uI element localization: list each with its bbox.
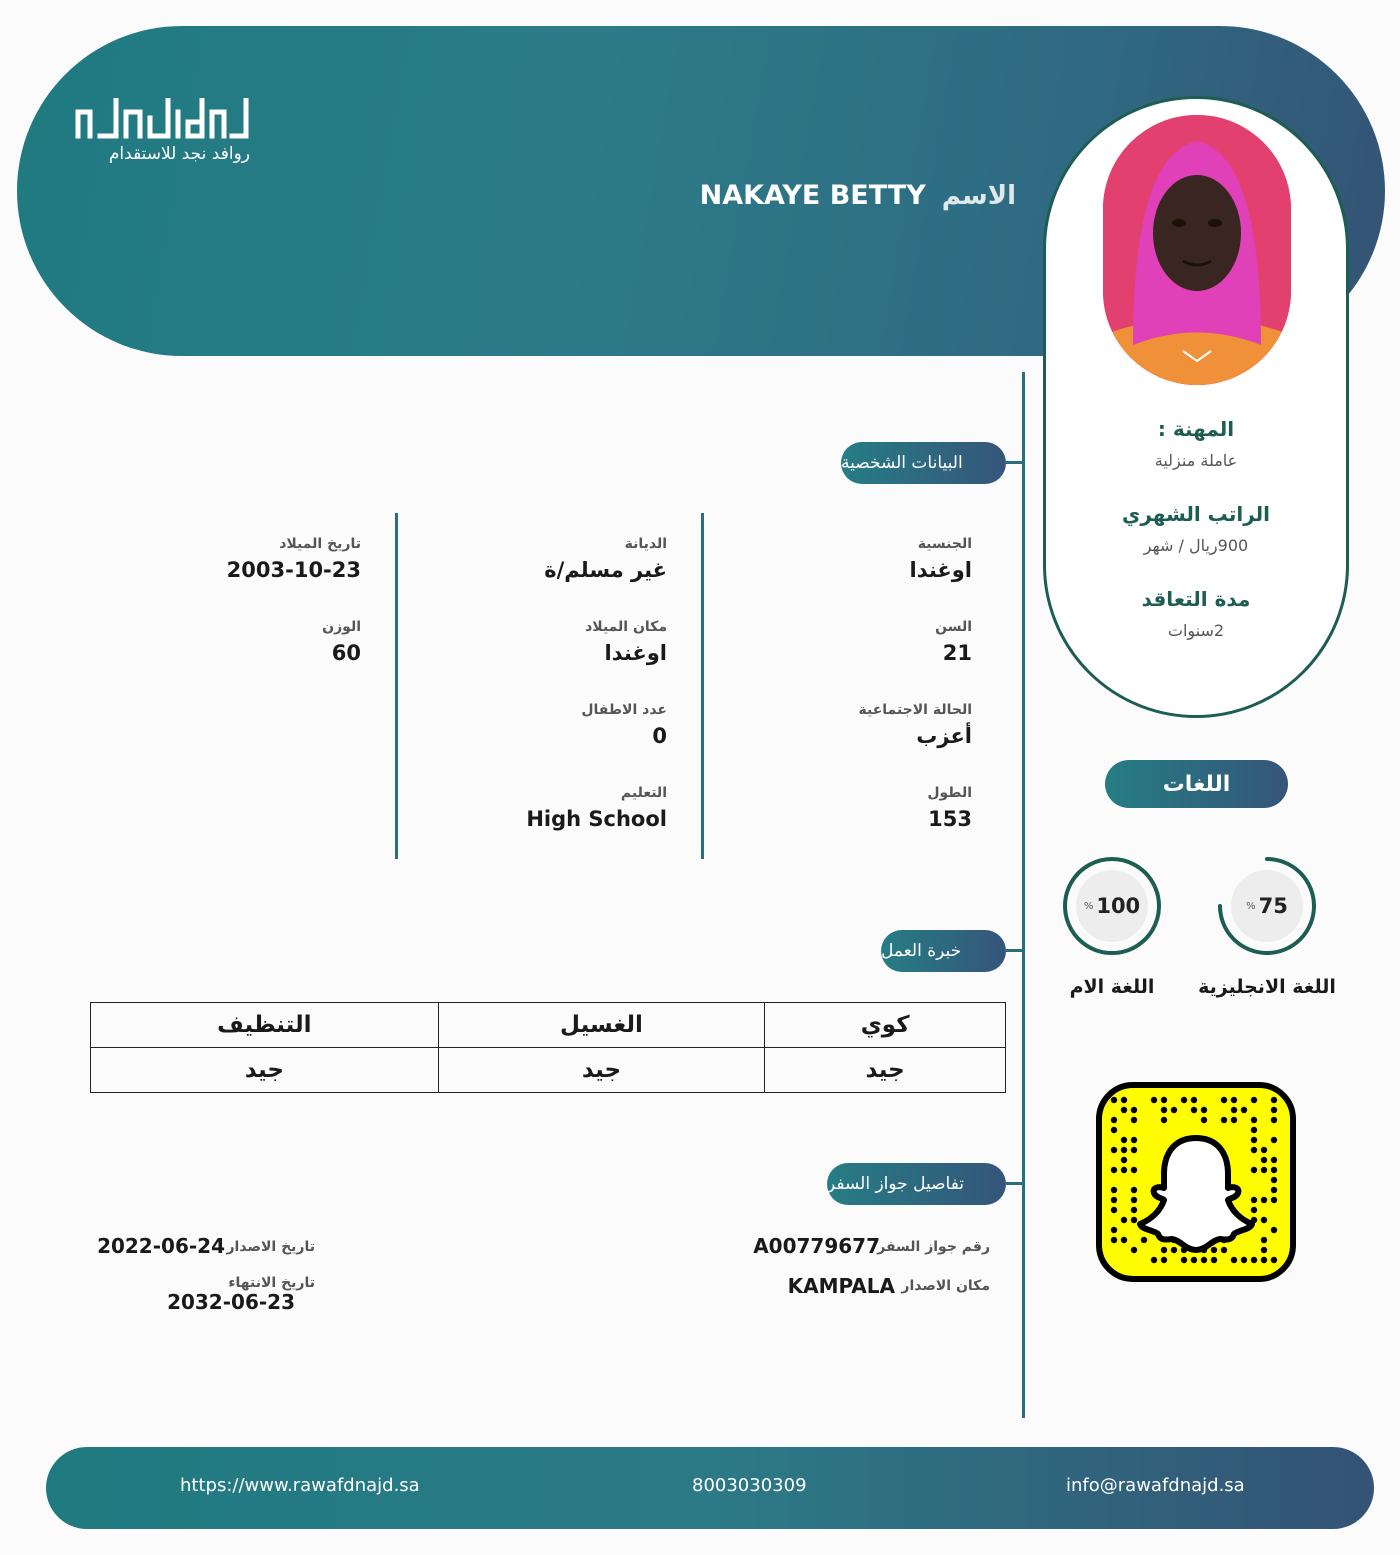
snapcode-dot	[1231, 1107, 1237, 1113]
snapcode-dot	[1251, 1137, 1257, 1143]
table-header-row	[91, 1003, 1006, 1048]
contract-value: 2سنوات	[1167, 621, 1225, 640]
pill-connector	[1006, 461, 1024, 464]
education-field: التعليم High School	[526, 785, 667, 831]
snapcode-dot	[1251, 1097, 1257, 1103]
snapcode-dot	[1111, 1197, 1117, 1203]
profession-label: المهنة :	[1157, 417, 1235, 441]
table-row	[91, 1048, 1006, 1093]
gauge-center	[1231, 870, 1303, 942]
name-value: NAKAYE BETTY	[699, 180, 926, 211]
weight-field: الوزن 60	[322, 619, 361, 665]
phone-number[interactable]: 8003030309	[692, 1475, 807, 1496]
snapcode-dot	[1171, 1107, 1177, 1113]
snapcode-dot	[1121, 1157, 1127, 1163]
passport-number-label: رقم جواز السفر	[877, 1239, 990, 1255]
snapcode-dot	[1271, 1257, 1277, 1263]
english-value: 75	[1258, 894, 1288, 918]
snapcode-dot	[1131, 1247, 1137, 1253]
snapcode-dot	[1161, 1247, 1167, 1253]
experience-section-title: خبرة العمل	[881, 941, 962, 961]
snapcode-dot	[1271, 1157, 1277, 1163]
profession-value: عاملة منزلية	[1154, 451, 1238, 470]
passport-section-title: تفاصيل جواز السفر	[827, 1174, 965, 1194]
snapcode-dot	[1201, 1117, 1207, 1123]
birthdate-field: تاريخ الميلاد 2003-10-23	[226, 536, 361, 582]
personal-section-pill	[841, 442, 1006, 484]
experience-section-pill	[881, 930, 1006, 972]
name-label: الاسم	[941, 180, 1016, 211]
religion-field: الديانة غير مسلم/ة	[544, 536, 667, 582]
snapcode-dot	[1261, 1167, 1267, 1173]
snapcode-dot	[1251, 1257, 1257, 1263]
snapcode-dot	[1211, 1257, 1217, 1263]
snapcode-dot	[1261, 1157, 1267, 1163]
snapcode-dot	[1131, 1167, 1137, 1173]
skill-rating: جيد	[765, 1048, 1006, 1093]
snapcode-dot	[1131, 1107, 1137, 1113]
snapcode-dot	[1161, 1107, 1167, 1113]
snapcode-dot	[1121, 1237, 1127, 1243]
snapcode-dot	[1251, 1167, 1257, 1173]
logo	[70, 98, 250, 164]
issue-place-value: KAMPALA	[787, 1274, 895, 1298]
snapcode-dot	[1271, 1177, 1277, 1183]
snapcode-dot	[1111, 1147, 1117, 1153]
expiry-date-value: 2032-06-23	[167, 1290, 295, 1314]
birthplace-field: مكان الميلاد اوغندا	[585, 619, 667, 665]
snapcode-dot	[1121, 1217, 1127, 1223]
name-row	[700, 180, 1016, 211]
snapcode-dot	[1251, 1147, 1257, 1153]
snapcode-dot	[1271, 1167, 1277, 1173]
snapcode-dot	[1131, 1197, 1137, 1203]
snapcode-dot	[1161, 1257, 1167, 1263]
pill-connector	[1006, 1182, 1024, 1185]
snapcode-dot	[1121, 1097, 1127, 1103]
snapcode-dot	[1161, 1097, 1167, 1103]
english-gauge	[1217, 856, 1317, 956]
snapcode-dot	[1161, 1117, 1167, 1123]
snapcode-dot	[1271, 1187, 1277, 1193]
snapcode-dot	[1111, 1207, 1117, 1213]
snapcode-dot	[1121, 1167, 1127, 1173]
snapcode-dot	[1191, 1107, 1197, 1113]
personal-section-title: البيانات الشخصية	[841, 453, 963, 473]
snapcode-dot	[1201, 1257, 1207, 1263]
height-field: الطول 153	[927, 785, 972, 831]
snapcode-dot	[1211, 1247, 1217, 1253]
column-divider	[701, 513, 704, 859]
logo-text: روافد نجد للاستقدام	[108, 144, 250, 164]
logo-mark-icon	[72, 98, 250, 140]
snapcode-dot	[1241, 1257, 1247, 1263]
snapcode-dot	[1271, 1227, 1277, 1233]
children-field: عدد الاطفال 0	[581, 702, 667, 748]
snapcode-dot	[1191, 1257, 1197, 1263]
snapcode-dot	[1261, 1217, 1267, 1223]
age-field: السن 21	[935, 619, 972, 665]
snapcode-dot	[1231, 1097, 1237, 1103]
expiry-date-label: تاريخ الانتهاء	[228, 1275, 315, 1291]
snapcode-dot	[1221, 1247, 1227, 1253]
snapcode-dot	[1121, 1107, 1127, 1113]
snapcode-dot	[1201, 1107, 1207, 1113]
snapcode-dot	[1181, 1097, 1187, 1103]
salary-label: الراتب الشهري	[1122, 502, 1270, 526]
passport-section-pill	[827, 1163, 1006, 1205]
english-label: اللغة الانجليزية	[1198, 976, 1336, 998]
snapcode-dot	[1191, 1097, 1197, 1103]
column-divider	[395, 513, 398, 859]
nationality-field: الجنسية اوغندا	[909, 536, 972, 582]
skills-table	[90, 1002, 1006, 1093]
passport-number-value: A00779677	[753, 1234, 880, 1258]
snapcode-dot	[1271, 1117, 1277, 1123]
portrait-image	[1103, 115, 1291, 385]
snapcode-dot	[1151, 1097, 1157, 1103]
snapcode-dot	[1111, 1167, 1117, 1173]
snapcode-dot	[1251, 1197, 1257, 1203]
snapcode-dot	[1111, 1237, 1117, 1243]
snapcode-dot	[1151, 1257, 1157, 1263]
snapcode-dot	[1141, 1237, 1147, 1243]
snapcode-dot	[1131, 1117, 1137, 1123]
snapcode-dot	[1111, 1097, 1117, 1103]
contract-label: مدة التعاقد	[1141, 587, 1251, 611]
snapcode-dot	[1131, 1147, 1137, 1153]
snapcode-dot	[1251, 1127, 1257, 1133]
snapcode-dot	[1171, 1247, 1177, 1253]
snapcode-dot	[1131, 1207, 1137, 1213]
snapcode-dot	[1131, 1217, 1137, 1223]
snapcode-dot	[1111, 1187, 1117, 1193]
pill-connector	[1006, 949, 1024, 952]
skill-rating: جيد	[438, 1048, 765, 1093]
email-link[interactable]: info@rawafdnajd.sa	[1066, 1475, 1245, 1496]
profile-info	[1046, 417, 1346, 672]
snapcode-dot	[1271, 1107, 1277, 1113]
snapcode-dot	[1221, 1097, 1227, 1103]
snapcode-dot	[1261, 1237, 1267, 1243]
issue-date-label: تاريخ الاصدار	[226, 1239, 315, 1255]
native-gauge	[1062, 856, 1162, 956]
native-label: اللغة الام	[1069, 976, 1155, 998]
snapcode-dot	[1111, 1117, 1117, 1123]
snapcode-dot	[1241, 1107, 1247, 1113]
snapcode-dot	[1271, 1197, 1277, 1203]
snapcode-dot	[1121, 1147, 1127, 1153]
issue-date-value: 2022-06-24	[97, 1234, 225, 1258]
snapcode-dot	[1221, 1117, 1227, 1123]
snapcode-dot	[1131, 1137, 1137, 1143]
salary-value: 900ريال / شهر	[1143, 536, 1249, 555]
snapcode[interactable]	[1096, 1082, 1296, 1282]
issue-place-label: مكان الاصدار	[901, 1278, 990, 1294]
snapcode-dot	[1111, 1127, 1117, 1133]
marital-status-field: الحالة الاجتماعية أعزب	[858, 702, 972, 748]
snapcode-dot	[1271, 1137, 1277, 1143]
snapcode-dot	[1231, 1257, 1237, 1263]
percent-sign: %	[1083, 900, 1094, 912]
skill-header: الغسيل	[438, 1003, 765, 1048]
snapcode-dot	[1251, 1117, 1257, 1123]
gauge-center	[1076, 870, 1148, 942]
profile-card	[1043, 96, 1349, 718]
skill-header: كوي	[765, 1003, 1006, 1048]
snapcode-dot	[1261, 1257, 1267, 1263]
snapcode-dot	[1231, 1117, 1237, 1123]
skill-header: التنظيف	[91, 1003, 439, 1048]
percent-sign: %	[1246, 900, 1256, 912]
native-value: 100	[1096, 894, 1141, 918]
skill-rating: جيد	[91, 1048, 439, 1093]
languages-title: اللغات	[1105, 760, 1288, 808]
snapchat-ghost-icon	[1096, 1082, 1296, 1282]
snapcode-dot	[1261, 1147, 1267, 1153]
snapcode-dot	[1111, 1227, 1117, 1233]
timeline-line	[1022, 372, 1025, 1418]
snapcode-dot	[1251, 1207, 1257, 1213]
snapcode-dot	[1181, 1257, 1187, 1263]
snapcode-dot	[1121, 1137, 1127, 1143]
snapcode-dot	[1131, 1187, 1137, 1193]
profile-photo	[1103, 115, 1291, 385]
snapcode-dot	[1261, 1197, 1267, 1203]
snapcode-dot	[1271, 1097, 1277, 1103]
snapcode-dot	[1261, 1247, 1267, 1253]
website-link[interactable]: https://www.rawafdnajd.sa	[180, 1475, 420, 1496]
